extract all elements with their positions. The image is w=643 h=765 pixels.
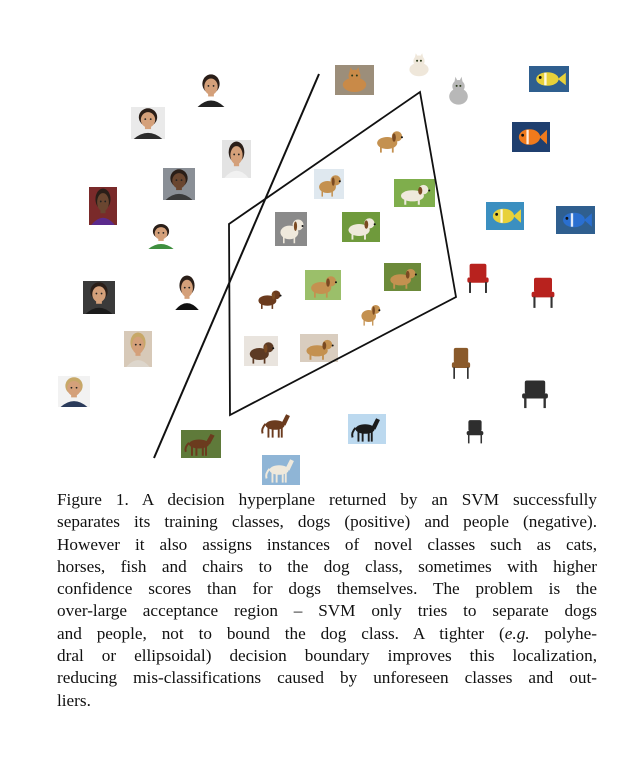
chair-photo-icon xyxy=(518,378,552,410)
dog-photo-icon xyxy=(357,298,383,328)
horse-photo-icon xyxy=(258,410,296,440)
person-photo-icon xyxy=(124,331,152,367)
chair-photo-icon xyxy=(449,345,473,381)
horse-photo-icon xyxy=(348,414,386,444)
polyhedral-decision-boundary xyxy=(229,92,456,415)
cat-photo-icon xyxy=(443,74,474,108)
chair-photo-icon xyxy=(528,275,558,310)
person-photo-icon xyxy=(146,223,176,249)
caption-line: However it also assigns instances of novel classes such as cats, xyxy=(57,534,597,554)
person-photo-icon xyxy=(163,168,195,200)
svm-hyperplane-line xyxy=(154,74,319,458)
cat-photo-icon xyxy=(335,65,374,95)
person-photo-icon xyxy=(173,274,201,310)
person-photo-icon xyxy=(131,107,165,139)
dog-photo-icon xyxy=(244,336,278,366)
dog-photo-icon xyxy=(305,270,341,300)
chair-photo-icon xyxy=(464,418,486,445)
caption-line-part: and people, not to bound the dog class. A tighter ( xyxy=(57,623,505,643)
figure-caption xyxy=(57,489,597,712)
fish-photo-icon xyxy=(529,66,569,92)
dog-photo-icon xyxy=(371,125,407,155)
caption-line: reducing mis-classifications caused by unforeseen classes and out- xyxy=(57,668,597,688)
person-photo-icon xyxy=(222,140,251,178)
dog-photo-icon xyxy=(394,179,435,207)
fish-photo-icon xyxy=(486,202,524,230)
caption-line: confidence scores than for dogs themselves. The problem is the xyxy=(57,579,597,599)
dog-photo-icon xyxy=(253,285,285,311)
person-photo-icon xyxy=(89,187,117,225)
caption-line: separates its training classes, dogs (positive) and people (negative). xyxy=(57,512,597,532)
horse-photo-icon xyxy=(262,455,300,485)
caption-emphasis-eg: e.g. xyxy=(504,623,530,643)
caption-line: horses, fish and chairs to the dog class, sometimes with higher xyxy=(57,556,597,576)
person-photo-icon xyxy=(58,376,90,407)
dog-photo-icon xyxy=(275,212,307,246)
fish-photo-icon xyxy=(512,122,550,152)
caption-line: liers. xyxy=(57,690,91,710)
caption-line: over-large acceptance region – SVM only tries to separate dogs xyxy=(57,601,597,621)
fish-photo-icon xyxy=(556,206,595,234)
dog-photo-icon xyxy=(342,212,380,242)
dog-photo-icon xyxy=(314,169,344,199)
dog-photo-icon xyxy=(384,263,421,291)
horse-photo-icon xyxy=(181,430,221,458)
chair-photo-icon xyxy=(464,261,492,295)
dog-photo-icon xyxy=(300,334,338,362)
caption-line xyxy=(57,623,597,645)
person-photo-icon xyxy=(83,281,115,314)
caption-line: Figure 1. A decision hyperplane returned by an SVM successfully xyxy=(57,490,597,509)
caption-line-part: polyhe- xyxy=(529,623,597,643)
caption-line: dral or ellipsoidal) decision boundary improves this localization, xyxy=(57,646,597,666)
cat-photo-icon xyxy=(403,51,435,79)
person-photo-icon xyxy=(195,73,227,107)
example-thumbnails xyxy=(58,51,595,485)
